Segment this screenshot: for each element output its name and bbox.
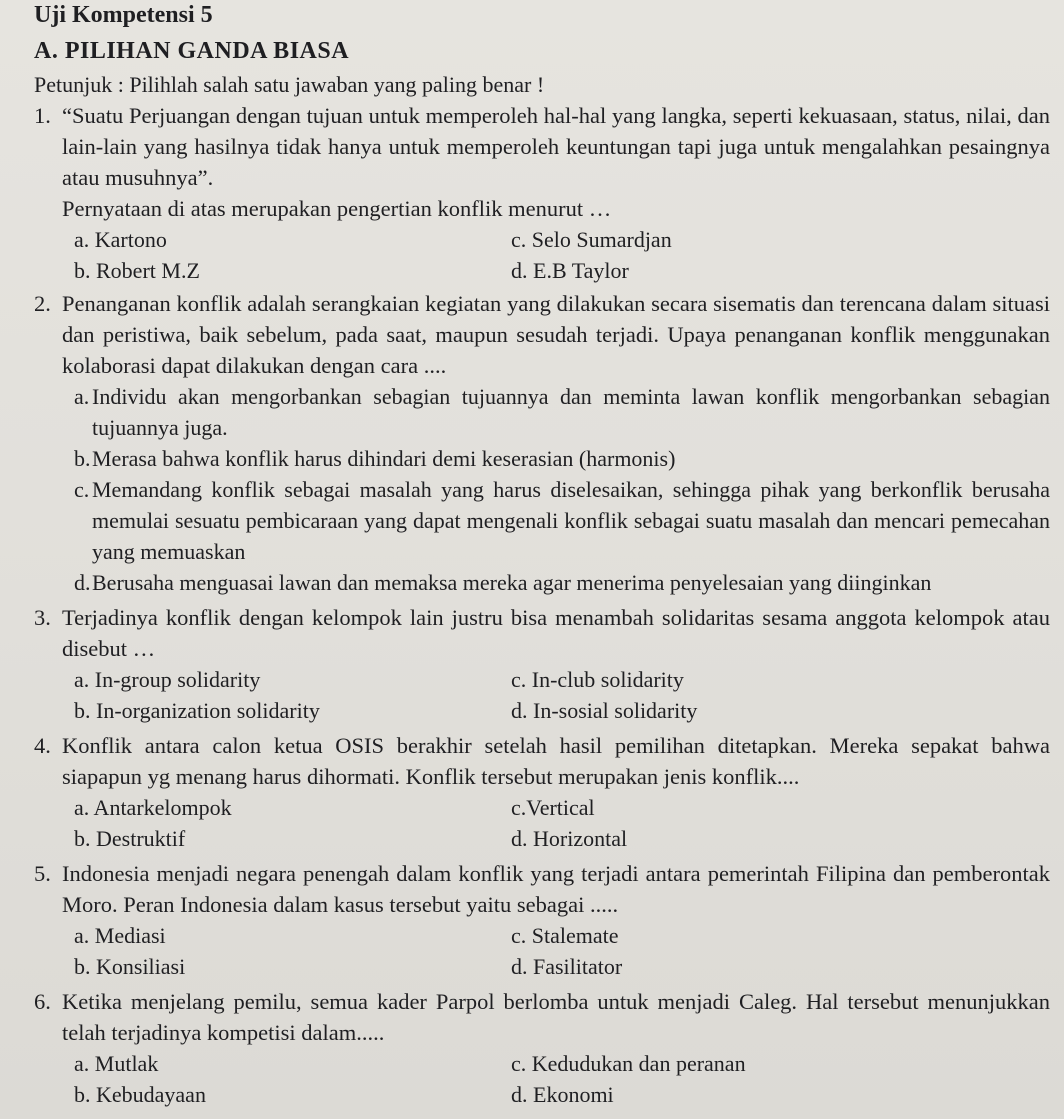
option-b[interactable] [74,443,1050,474]
option-b[interactable]: b. Robert M.Z [74,258,200,283]
question-number: 1. [34,103,51,128]
question-1 [34,100,1050,224]
answer-options [74,1048,1050,1110]
option-text: Memandang konflik sebagai masalah yang harus diselesaikan, sehingga pihak yang berkonflik berusaha memulai sesuatu pembicaraan yang dapat mengenali konflik sebagai suatu masalah dan mencari pemecahan yang memuaskan [92,477,1050,564]
question-2 [34,288,1050,381]
question-number: 6. [34,989,51,1014]
question-stem: Terjadinya konflik dengan kelompok lain justru bisa menambah solidaritas sesama anggota kelompok atau disebut … [62,605,1050,661]
option-d[interactable]: d. Horizontal [511,826,628,851]
option-text: Merasa bahwa konflik harus dihindari demi keserasian (harmonis) [92,446,676,471]
answer-options [74,664,1050,726]
option-b[interactable]: b. Kebudayaan [74,1082,206,1107]
option-letter: d. [74,570,91,595]
option-text: Individu akan mengorbankan sebagian tujuannya dan meminta lawan konflik mengorbankan sebagian tujuannya juga. [92,384,1050,440]
question-4 [34,730,1050,792]
option-c[interactable]: c. Stalemate [511,923,619,948]
option-letter: a. [74,384,90,409]
option-a[interactable] [74,381,1050,443]
page-title: Uji Kompetensi 5 [34,2,213,28]
answer-options [74,381,1050,598]
option-a[interactable]: a. Antarkelompok [74,795,232,820]
answer-options [74,224,1050,286]
question-stem: Penanganan konflik adalah serangkaian kegiatan yang dilakukan secara sisematis dan terencana dalam situasi dan peristiwa, baik sebelum, pada saat, maupun sesudah terjadi. Upaya penanganan konflik menggunakan kolaborasi dapat dilakukan dengan cara .... [62,291,1050,378]
answer-options [74,792,1050,854]
option-d[interactable]: d. In-sosial solidarity [511,698,698,723]
option-letter: c. [74,477,90,502]
question-6 [34,986,1050,1048]
option-a[interactable]: a. Kartono [74,227,167,252]
option-d[interactable] [74,567,1050,598]
question-stem: Indonesia menjadi negara penengah dalam konflik yang terjadi antara pemerintah Filipina dan pemberontak Moro. Peran Indonesia dalam kasus tersebut yaitu sebagai ..... [62,861,1050,917]
option-a[interactable]: a. Mutlak [74,1051,159,1076]
option-c[interactable]: c. Selo Sumardjan [511,227,672,252]
option-c[interactable]: c. In-club solidarity [511,667,684,692]
option-c[interactable]: c.Vertical [511,795,595,820]
question-number: 4. [34,733,51,758]
question-number: 2. [34,291,51,316]
question-3 [34,602,1050,664]
question-number: 3. [34,605,51,630]
question-number: 5. [34,861,51,886]
question-stem: “Suatu Perjuangan dengan tujuan untuk memperoleh hal-hal yang langka, seperti kekuasaan, status, nilai, dan lain-lain yang hasilnya tidak hanya untuk memperoleh keuntungan tapi juga untuk mengalahkan pesaingnya atau musuhnya”. [62,103,1050,190]
option-b[interactable]: b. Destruktif [74,826,186,851]
option-b[interactable]: b. In-organization solidarity [74,698,320,723]
answer-options [74,920,1050,982]
option-a[interactable]: a. In-group solidarity [74,667,261,692]
option-d[interactable]: d. Fasilitator [511,954,623,979]
option-d[interactable]: d. Ekonomi [511,1082,614,1107]
instructions: Petunjuk : Pilihlah salah satu jawaban yang paling benar ! [34,72,545,97]
option-text: Berusaha menguasai lawan dan memaksa mereka agar menerima penyelesaian yang diinginkan [92,570,932,595]
option-c[interactable] [74,474,1050,567]
question-followup: Pernyataan di atas merupakan pengertian konflik menurut … [62,196,612,221]
option-d[interactable]: d. E.B Taylor [511,258,629,283]
option-b[interactable]: b. Konsiliasi [74,954,186,979]
question-stem: Konflik antara calon ketua OSIS berakhir setelah hasil pemilihan ditetapkan. Mereka sepakat bahwa siapapun yg menang harus dihormati. Konflik tersebut merupakan jenis konflik.... [62,733,1050,789]
question-5 [34,858,1050,920]
option-a[interactable]: a. Mediasi [74,923,166,948]
section-heading: A. PILIHAN GANDA BIASA [34,38,350,64]
question-stem: Ketika menjelang pemilu, semua kader Parpol berlomba untuk menjadi Caleg. Hal tersebut menunjukkan telah terjadinya kompetisi dalam..... [62,989,1050,1045]
option-c[interactable]: c. Kedudukan dan peranan [511,1051,746,1076]
option-letter: b. [74,446,91,471]
